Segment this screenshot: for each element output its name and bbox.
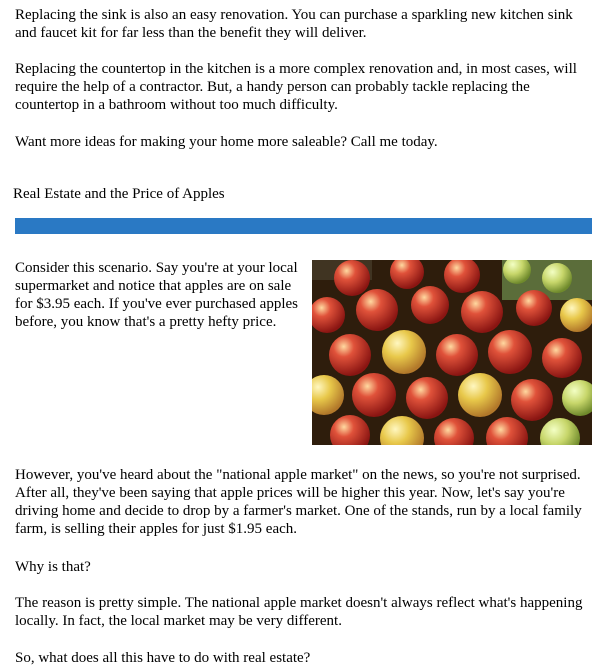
title-divider-bar: [15, 218, 592, 234]
however-paragraph: However, you've heard about the "national apple market" on the news, so you're not surprised. After all, they've been saying that apple prices will be higher this year. Now, let's say you're driving home and decide to drop by a farmer's market. One of the stands, run by a local family farm, is selling their apples for just $1.95 each.: [15, 467, 582, 537]
article-title: Real Estate and the Price of Apples: [13, 186, 225, 202]
why-paragraph: Why is that?: [15, 559, 91, 575]
countertop-paragraph: Replacing the countertop in the kitchen is a more complex renovation and, in most cases, will require the help of a contractor. But, a handy person can probably tackle replacing the countertop in a bathroom without too much difficulty.: [15, 61, 577, 113]
question-paragraph: So, what does all this have to do with real estate?: [15, 650, 311, 666]
scenario-paragraph: Consider this scenario. Say you're at your local supermarket and notice that apples are on sale for $3.95 each. If you've ever purchased apples before, you know that's a pretty hefty price.: [15, 260, 299, 330]
call-to-action-paragraph: Want more ideas for making your home more saleable? Call me today.: [15, 134, 438, 150]
sink-paragraph: Replacing the sink is also an easy renovation. You can purchase a sparkling new kitchen sink and faucet kit for far less than the benefit they will deliver.: [15, 7, 573, 41]
apples-photo: [312, 260, 592, 445]
apples-illustration: [312, 260, 592, 445]
reason-paragraph: The reason is pretty simple. The national apple market doesn't always reflect what's happening locally. In fact, the local market may be very different.: [15, 595, 583, 629]
